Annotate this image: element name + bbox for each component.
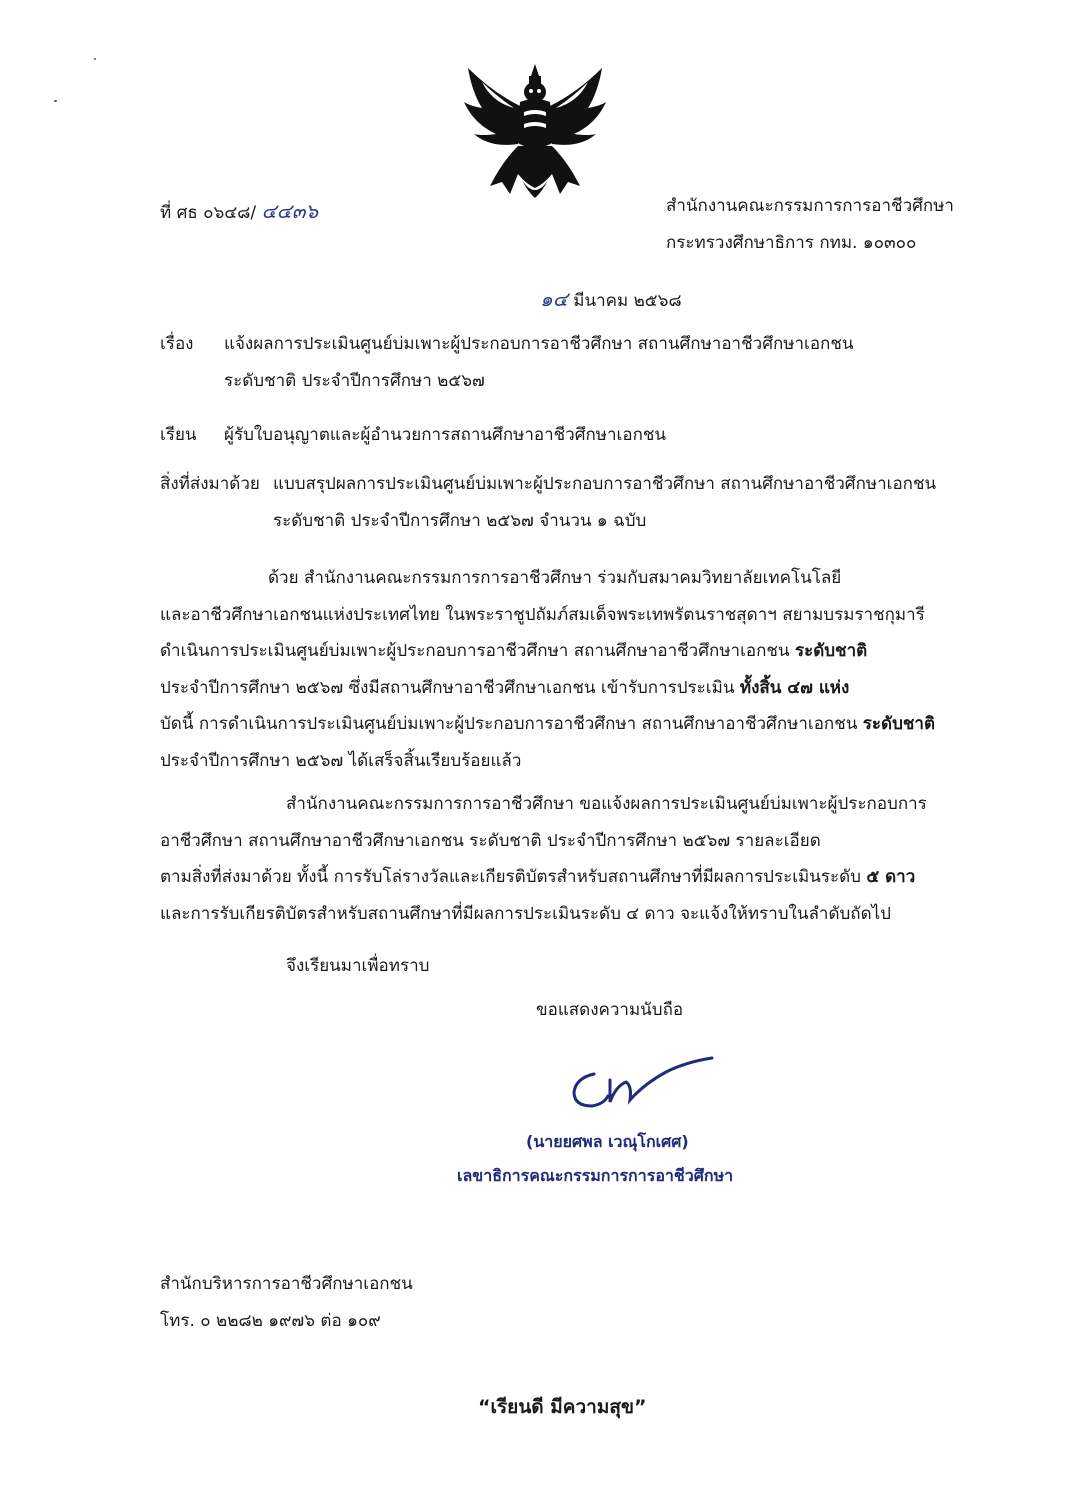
org-address-line1: สำนักงานคณะกรรมการการอาชีวศึกษา <box>666 196 954 216</box>
closing-regards: ขอแสดงความนับถือ <box>536 1000 684 1020</box>
enclosure-label: สิ่งที่ส่งมาด้วย <box>160 474 260 494</box>
body2-line3: ตามสิ่งที่ส่งมาด้วย ทั้งนี้ การรับโล่รางวัลและเกียรติบัตรสำหรับสถานศึกษาที่มีผลการประเมินระดับ ๕ ดาว <box>160 867 916 887</box>
body1-line3: ดำเนินการประเมินศูนย์บ่มเพาะผู้ประกอบการอาชีวศึกษา สถานศึกษาอาชีวศึกษาเอกชน ระดับชาติ <box>160 641 868 661</box>
date-handwritten-day: ๑๔ <box>540 287 568 311</box>
org-address-line2: กระทรวงศึกษาธิการ กทม. ๑๐๓๐๐ <box>666 233 917 253</box>
enclosure-line1: แบบสรุปผลการประเมินศูนย์บ่มเพาะผู้ประกอบการอาชีวศึกษา สถานศึกษาอาชีวศึกษาเอกชน <box>273 474 937 494</box>
subject-line1: แจ้งผลการประเมินศูนย์บ่มเพาะผู้ประกอบการอาชีวศึกษา สถานศึกษาอาชีวศึกษาเอกชน <box>224 334 854 354</box>
body1-line4: ประจำปีการศึกษา ๒๕๖๗ ซึ่งมีสถานศึกษาอาชีวศึกษาเอกชน เข้ารับการประเมิน ทั้งสิ้น ๔๗ แห่ง <box>160 677 850 698</box>
reference-prefix: ที่ ศธ ๐๖๔๘/ <box>160 203 257 223</box>
reference-number <box>160 195 318 227</box>
enclosure-line2: ระดับชาติ ประจำปีการศึกษา ๒๕๖๗ จำนวน ๑ ฉบับ <box>273 511 647 531</box>
date-month-year: มีนาคม ๒๕๖๘ <box>573 291 682 311</box>
footer-phone: โทร. ๐ ๒๒๘๒ ๑๙๗๖ ต่อ ๑๐๙ <box>160 1311 381 1331</box>
body-paragraph-1 <box>160 560 970 779</box>
garuda-emblem-icon <box>462 62 608 200</box>
body-paragraph-2 <box>160 786 970 932</box>
scan-speck <box>94 58 96 60</box>
footer-office: สำนักบริหารการอาชีวศึกษาเอกชน <box>160 1274 413 1294</box>
letter-date <box>540 283 682 315</box>
body1-line6: ประจำปีการศึกษา ๒๕๖๗ ได้เสร็จสิ้นเรียบร้อยแล้ว <box>160 750 522 771</box>
signatory-name: (นายยศพล เวณุโกเศศ) <box>526 1132 689 1151</box>
signatory-title: เลขาธิการคณะกรรมการการอาชีวศึกษา <box>457 1166 734 1185</box>
body1-line1: ด้วย สำนักงานคณะกรรมการการอาชีวศึกษา ร่วมกับสมาคมวิทยาลัยเทคโนโลยี <box>268 568 842 588</box>
subject-line2: ระดับชาติ ประจำปีการศึกษา ๒๕๖๗ <box>224 371 485 391</box>
to-label: เรียน <box>160 425 197 445</box>
subject-label: เรื่อง <box>160 334 194 354</box>
closing-inform: จึงเรียนมาเพื่อทราบ <box>286 956 430 976</box>
footer-motto: “เรียนดี มีความสุข” <box>478 1396 647 1418</box>
reference-handwritten-number: ๔๔๓๖ <box>261 199 319 223</box>
to-text: ผู้รับใบอนุญาตและผู้อำนวยการสถานศึกษาอาชีวศึกษาเอกชน <box>224 425 667 445</box>
body2-line2: อาชีวศึกษา สถานศึกษาอาชีวศึกษาเอกชน ระดับชาติ ประจำปีการศึกษา ๒๕๖๗ รายละเอียด <box>160 830 821 851</box>
signature-mark <box>566 1056 716 1112</box>
body1-line5: บัดนี้ การดำเนินการประเมินศูนย์บ่มเพาะผู้ประกอบการอาชีวศึกษา สถานศึกษาอาชีวศึกษาเอกชน ระดับชาติ <box>160 714 935 734</box>
body2-line1: สำนักงานคณะกรรมการการอาชีวศึกษา ขอแจ้งผลการประเมินศูนย์บ่มเพาะผู้ประกอบการ <box>286 794 927 814</box>
body1-line2: และอาชีวศึกษาเอกชนแห่งประเทศไทย ในพระราชูปถัมภ์สมเด็จพระเทพรัตนราชสุดาฯ สยามบรมราชกุมารี <box>160 604 925 625</box>
body2-line4: และการรับเกียรติบัตรสำหรับสถานศึกษาที่มีผลการประเมินระดับ ๔ ดาว จะแจ้งให้ทราบในลำดับถัดไป <box>160 903 891 924</box>
scan-speck <box>54 100 57 102</box>
